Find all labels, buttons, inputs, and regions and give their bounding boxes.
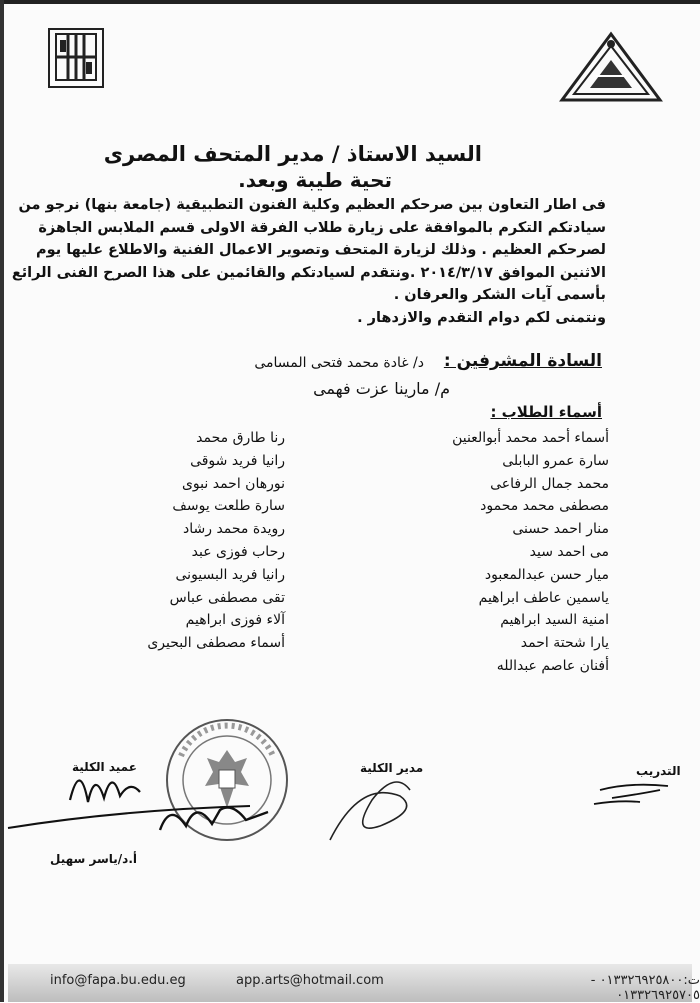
- student-name: سارة عمرو البابلى: [502, 452, 609, 469]
- footer-email: app.arts@hotmail.com: [236, 973, 384, 988]
- supervisor-name: د/ غادة محمد فتحى المسامى: [254, 355, 424, 371]
- student-name: تقى مصطفى عباس: [169, 589, 285, 606]
- footer-email: info@fapa.bu.edu.eg: [50, 973, 186, 988]
- supervisors-heading: السادة المشرفين :: [443, 351, 602, 371]
- students-list-right: [369, 427, 609, 678]
- supervisor-name: م/ مارينا عزت فهمى: [313, 379, 450, 398]
- footer-phones: ت:٠١٣٣٢٦٩٢٥٨٠٠ - ٠١٣٣٢٦٩٢٥٧٠٥: [590, 973, 700, 1003]
- body-line: الاثنين الموافق ٢٠١٤/٣/١٧ .ونتقدم لسيادتكم والقائمين على هذا الصرح الفنى الرائع: [11, 264, 606, 281]
- manager-label: مدير الكلية: [360, 761, 424, 775]
- body-line: فى اطار التعاون بين صرحكم العظيم وكلية الفنون التطبيقية (جامعة بنها) نرجو من: [18, 197, 606, 213]
- student-name: نورهان احمد نبوى: [181, 475, 285, 492]
- student-name: رانيا فريد شوقى: [190, 452, 285, 469]
- scan-edge: [0, 0, 700, 4]
- student-name: أسماء أحمد محمد أبوالعنين: [452, 430, 609, 446]
- student-name: رحاب فوزى عبد: [191, 543, 285, 560]
- student-name: مى احمد سيد: [529, 543, 609, 560]
- body-line: سيادتكم التكرم بالموافقة على زيارة طلاب الفرقة الاولى قسم الملابس الجاهزة: [38, 219, 606, 236]
- student-name: يارا شحتة احمد: [520, 635, 609, 652]
- student-name: منار احمد حسنى: [512, 521, 609, 538]
- student-name: مصطفى محمد محمود: [480, 498, 609, 515]
- university-emblem-icon: [556, 30, 666, 106]
- training-label: التدريب: [636, 764, 681, 778]
- student-name: رانيا فريد البسيونى: [175, 566, 285, 583]
- dean-name: أ.د/ياسر سهيل: [50, 852, 137, 866]
- student-name: أسماء مصطفى البحيرى: [147, 635, 285, 652]
- student-name: ياسمين عاطف ابراهيم: [478, 589, 609, 606]
- body-line: ونتمنى لكم دوام التقدم والازدهار .: [357, 309, 606, 326]
- student-name: أفنان عاصم عبدالله: [496, 657, 609, 674]
- students-list-left: [85, 427, 285, 655]
- student-name: ميار حسن عبدالمعبود: [484, 566, 609, 583]
- students-heading: أسماء الطلاب :: [490, 403, 602, 421]
- body-line: لصرحكم العظيم . وذلك لزيارة المتحف وتصوير الاعمال الفنية والاطلاع عليها يوم: [36, 242, 606, 258]
- greeting: تحية طيبة وبعد.: [238, 168, 392, 192]
- student-name: سارة طلعت يوسف: [172, 498, 285, 515]
- student-name: امنية السيد ابراهيم: [500, 612, 609, 629]
- student-name: محمد جمال الرفاعى: [490, 475, 609, 492]
- student-name: رنا طارق محمد: [196, 430, 285, 446]
- addressee: السيد الاستاذ / مدير المتحف المصرى: [103, 142, 482, 166]
- student-name: رويدة محمد رشاد: [183, 521, 285, 538]
- body-line: بأسمى آيات الشكر والعرفان .: [393, 287, 606, 303]
- student-name: آلاء فوزى ابراهيم: [185, 612, 285, 629]
- letter-body: [11, 194, 606, 329]
- dean-label: عميد الكلية: [72, 760, 137, 774]
- faculty-logo-icon: [48, 28, 104, 88]
